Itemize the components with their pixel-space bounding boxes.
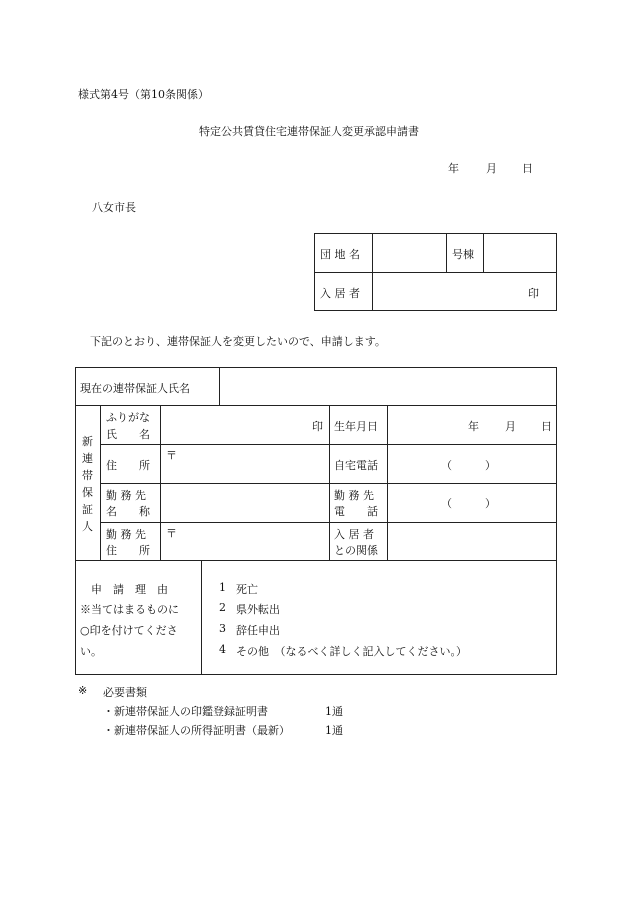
required-mark: ※	[78, 684, 88, 697]
work-address-field[interactable]	[178, 528, 323, 556]
work-addr-label-1: 勤 務 先	[106, 528, 146, 541]
home-phone-label: 自宅電話	[334, 459, 378, 472]
work-name-label-2: 名 称	[106, 505, 150, 518]
work-phone-paren: （ ）	[441, 497, 496, 510]
work-phone-label-1: 勤 務 先	[334, 489, 374, 502]
work-addr-postal-mark: 〒	[166, 527, 177, 540]
name-seal: 印	[312, 420, 323, 433]
relation-label-2: との関係	[334, 544, 378, 557]
required-item-2: ・新連帯保証人の所得証明書（最新）	[103, 724, 290, 737]
page-title: 特定公共賃貸住宅連帯保証人変更承認申請書	[199, 125, 419, 138]
current-guarantor-label: 現在の連帯保証人氏名	[80, 382, 190, 395]
reason-note-1: ※当てはまるものに	[80, 603, 179, 616]
intro-text: 下記のとおり、連帯保証人を変更したいので、申請します。	[90, 335, 386, 348]
birth-day: 日	[541, 420, 552, 433]
nyukyo-field[interactable]	[378, 278, 518, 304]
required-title: 必要書類	[103, 686, 147, 699]
gou-label: 号棟	[452, 248, 474, 261]
work-addr-label-2: 住 所	[106, 544, 150, 557]
nyukyo-label: 入 居 者	[320, 287, 360, 300]
current-guarantor-field[interactable]	[224, 372, 550, 400]
relation-label-1: 入 居 者	[334, 528, 374, 541]
addressee: 八女市長	[92, 201, 136, 214]
gou-field[interactable]	[488, 240, 552, 266]
birth-label: 生年月日	[334, 420, 378, 433]
reason-note-2: ○印を付けてくださ	[80, 624, 178, 637]
address-field[interactable]	[178, 450, 323, 478]
home-phone-paren: （ ）	[441, 459, 496, 472]
danchi-field[interactable]	[378, 240, 442, 266]
reason-note-3: い。	[80, 645, 102, 658]
address-label: 住 所	[106, 459, 150, 472]
work-phone-label-2: 電 話	[334, 505, 378, 518]
furigana-label: ふりがな	[106, 411, 150, 424]
required-item-2-count: 1通	[325, 724, 343, 737]
new-guarantor-name-field[interactable]	[165, 410, 305, 440]
danchi-label: 団 地 名	[320, 248, 360, 261]
work-name-field[interactable]	[165, 488, 323, 518]
form-number: 様式第4号（第10条関係）	[78, 88, 209, 101]
required-item-1-count: 1通	[325, 705, 343, 718]
date-year: 年	[448, 162, 459, 175]
relation-field[interactable]	[392, 528, 552, 556]
birth-month: 月	[505, 420, 516, 433]
birth-year: 年	[468, 420, 479, 433]
address-postal-mark: 〒	[166, 449, 177, 462]
required-item-1: ・新連帯保証人の印鑑登録証明書	[103, 705, 268, 718]
reason-label: 申 請 理 由	[91, 583, 168, 596]
date-day: 日	[522, 162, 533, 175]
date-month: 月	[486, 162, 497, 175]
name-label: 氏 名	[106, 428, 150, 441]
applicant-seal: 印	[528, 287, 539, 300]
work-name-label-1: 勤 務 先	[106, 489, 146, 502]
